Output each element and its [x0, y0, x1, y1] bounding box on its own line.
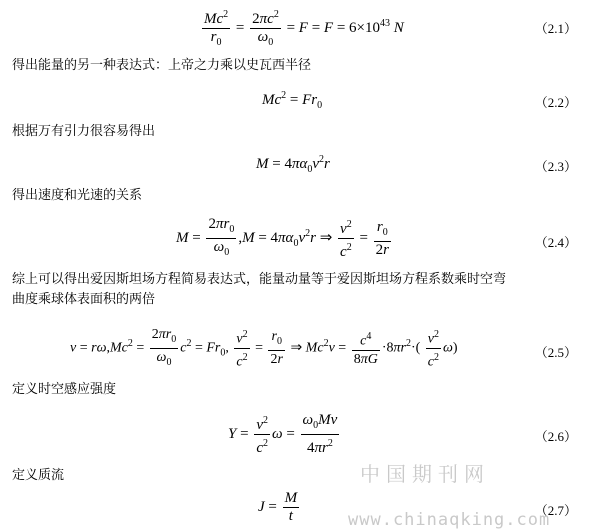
watermark-text: 中国期刊网 [360, 462, 490, 486]
equation-2-4 [0, 216, 589, 260]
formula-2-6: Y = $\frac{v^2}{c^2}$ ω = $\frac{\omega_0Mv}{4\pi r^2}$ [228, 412, 338, 456]
formula-2-2: $Mc^2 = Fr_0$ [262, 90, 323, 111]
equation-2-6 [0, 412, 589, 456]
equation-2-3 [0, 150, 589, 190]
watermark-url: www.chinaqking.com [348, 510, 551, 530]
equation-2-5 [0, 326, 589, 370]
equation-number: （2.4） [534, 235, 577, 250]
paragraph: 得出能量的另一种表达式：上帝之力乘以史瓦西半径 [12, 58, 312, 73]
equation-number: （2.5） [534, 345, 577, 360]
equation-number: （2.1） [534, 21, 577, 36]
equation-number: （2.2） [534, 95, 577, 110]
equation-2-1 [0, 6, 589, 46]
formula-2-7: J = $\frac{M}{t}$ [258, 490, 298, 524]
paragraph: 根据万有引力很容易得出 [12, 124, 156, 139]
formula-2-3: $M = 4\pi\alpha_0v^2r$ [256, 154, 330, 175]
equation-2-2 [0, 86, 589, 126]
equation-number: （2.7） [534, 503, 577, 518]
formula-2-5: $v = r\omega,Mc^2$ = $\frac{2\pi r_0}{\omega_0}$ $c^2 = Fr_0$, $\frac{v^2}{c^2}$ = $\frac{r_0}{2r}$ ⇒ $Mc^2v$ = $\frac{c^4}{8\pi G}$ $\cdot 8\pi r^2\cdot$( $\frac{v^2}{c^2}$ ω) [70, 327, 458, 370]
paragraph: 定义质流 [12, 468, 65, 483]
equation-number: （2.6） [534, 429, 577, 444]
paragraph: 曲度乘球体表面积的两倍 [12, 292, 156, 307]
paragraph: 综上可以得出爱因斯坦场方程简易表达式，能量动量等于爱因斯坦场方程系数乘时空弯 [12, 272, 507, 287]
paragraph: 定义时空感应强度 [12, 382, 117, 397]
equation-number: （2.3） [534, 159, 577, 174]
formula-2-1: $\frac{Mc^2}{r_0}$ = $\frac{2\pi c^2}{\omega_0}$ = $F = F = 6\times 10^{43}$ N [200, 6, 404, 51]
paragraph: 得出速度和光速的关系 [12, 188, 143, 203]
formula-2-4: M = $\frac{2\pi r_0}{\omega_0}$ $,M = 4\pi\alpha_0v^2r$ ⇒ $\frac{v^2}{c^2}$ = $\frac{r_0}{2r}$ [176, 216, 390, 260]
